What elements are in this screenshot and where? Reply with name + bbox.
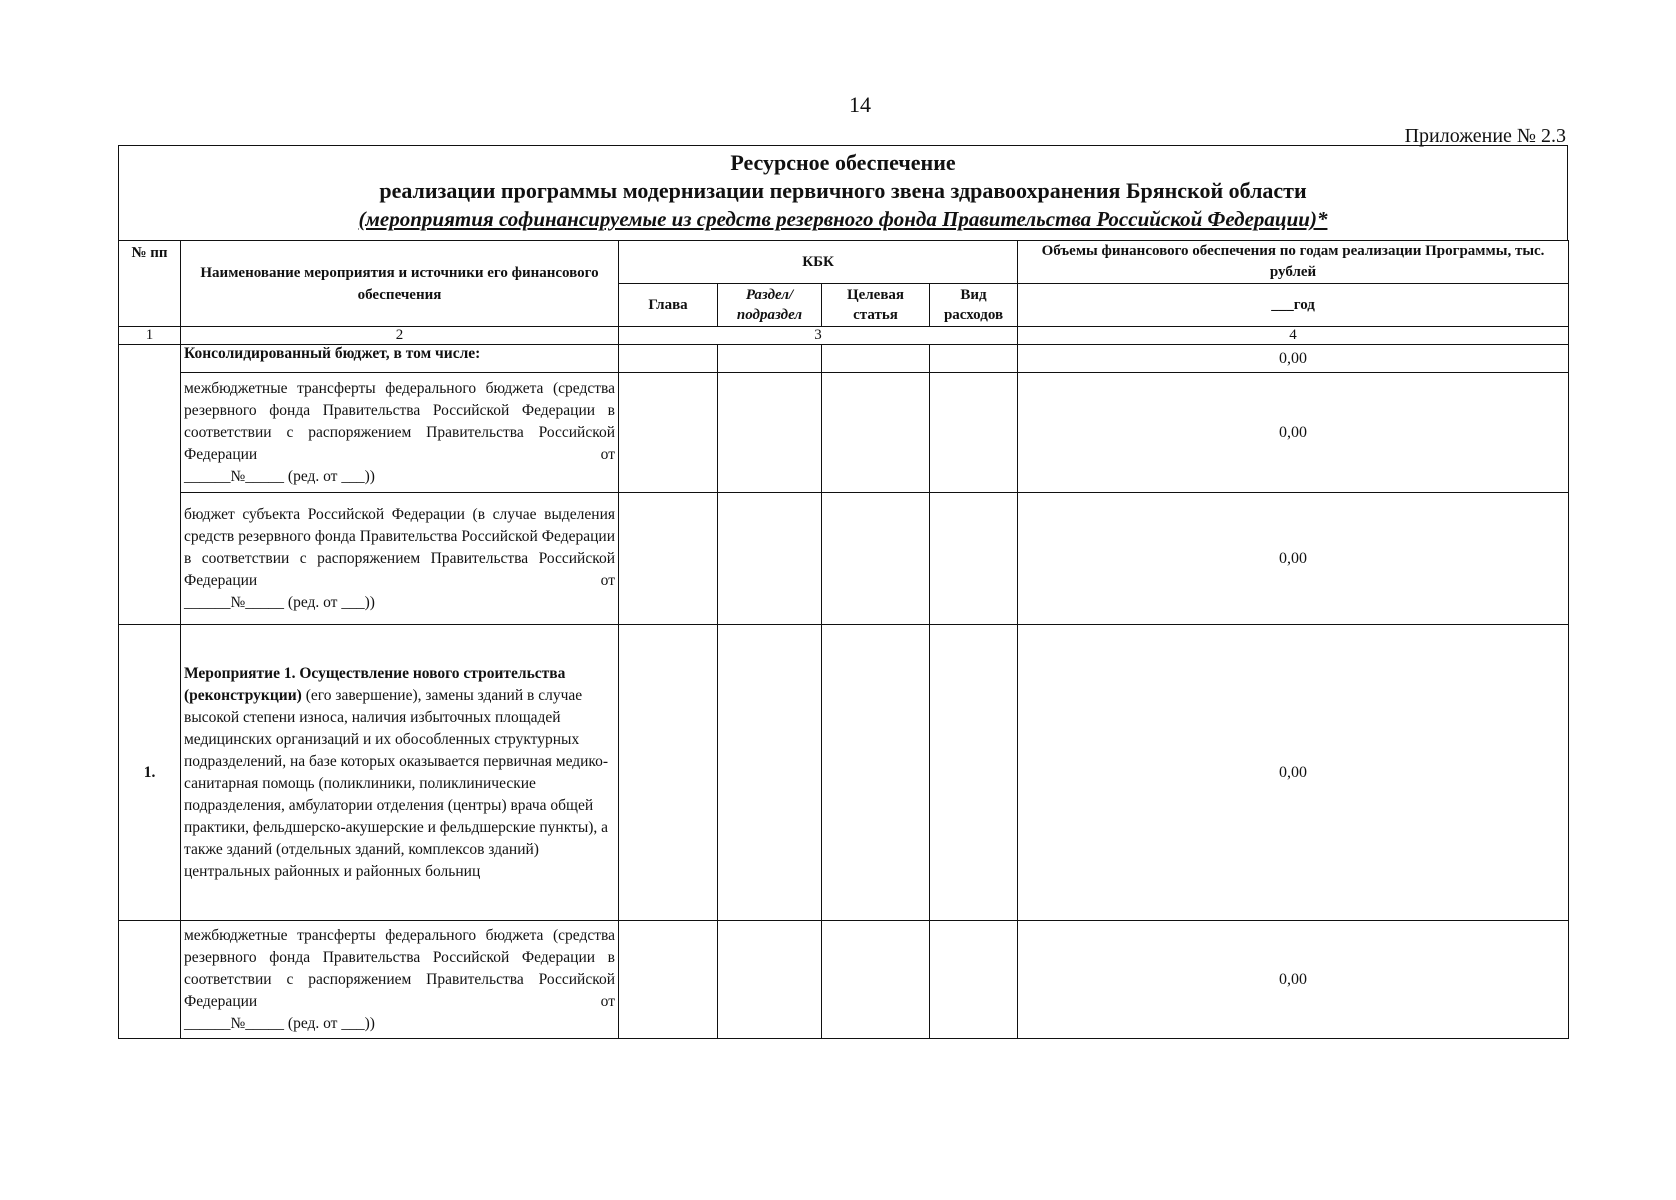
header-year: ___год bbox=[1018, 284, 1569, 327]
resource-table bbox=[118, 240, 1569, 1039]
col-number: 3 bbox=[619, 327, 1018, 345]
header-kbk: КБК bbox=[619, 241, 1018, 284]
title-line-3: (мероприятия софинансируемые из средств резервного фонда Правительства Российской Федерации)* bbox=[358, 207, 1328, 231]
header-row-1 bbox=[119, 241, 1569, 284]
row-name: межбюджетные трансферты федерального бюджета (средства резервного фонда Правительства Российской Федерации в соответствии с распоряжением Правительства Российской Федерации от ______№_____ (ред. от ___)) bbox=[181, 373, 619, 493]
row-value: 0,00 bbox=[1018, 373, 1569, 493]
header-pp: № пп bbox=[119, 241, 181, 327]
table-row bbox=[119, 373, 1569, 493]
header-vid: Вид расходов bbox=[930, 284, 1018, 327]
row-value: 0,00 bbox=[1018, 345, 1569, 373]
col-number: 1 bbox=[119, 327, 181, 345]
row-pp: 1. bbox=[119, 625, 181, 921]
row-pp bbox=[119, 921, 181, 1039]
row-name: бюджет субъекта Российской Федерации (в случае выделения средств резервного фонда Правительства Российской Федерации в соответствии с распоряжением Правительства Российской Федерации от ______№_____ (ред. от ___)) bbox=[181, 493, 619, 625]
col-number: 2 bbox=[181, 327, 619, 345]
header-name: Наименование мероприятия и источники его финансового обеспечения bbox=[181, 241, 619, 327]
column-numbers-row bbox=[119, 327, 1569, 345]
row-name: Консолидированный бюджет, в том числе: bbox=[181, 345, 619, 373]
header-volumes: Объемы финансового обеспечения по годам реализации Программы, тыс. рублей bbox=[1018, 241, 1569, 284]
appendix-label: Приложение № 2.3 bbox=[1404, 125, 1566, 147]
row-name: межбюджетные трансферты федерального бюджета (средства резервного фонда Правительства Российской Федерации в соответствии с распоряжением Правительства Российской Федерации от ______№_____ (ред. от ___)) bbox=[181, 921, 619, 1039]
title-line-2: реализации программы модернизации первичного звена здравоохранения Брянской области bbox=[379, 178, 1307, 203]
title-line-1: Ресурсное обеспечение bbox=[730, 150, 956, 175]
title-block bbox=[118, 145, 1568, 240]
header-tselevaya: Целевая статья bbox=[822, 284, 930, 327]
row-value: 0,00 bbox=[1018, 921, 1569, 1039]
row-name: Мероприятие 1. Осуществление нового строительства (реконструкции) (его завершение), замены зданий в случае высокой степени износа, наличия избыточных площадей медицинских организаций и их обособленных структурных подразделений, на базе которых оказывается первичная медико-санитарная помощь (поликлиники, поликлинические подразделения, амбулатории отделения (центры) врача общей практики, фельдшерско-акушерские и фельдшерские пункты), а также зданий (отдельных зданий, комплексов зданий) центральных районных и районных больниц bbox=[181, 625, 619, 921]
row-value: 0,00 bbox=[1018, 493, 1569, 625]
col-number: 4 bbox=[1018, 327, 1569, 345]
header-glava: Глава bbox=[619, 284, 718, 327]
table-row bbox=[119, 921, 1569, 1039]
header-razdel: Раздел/ подраздел bbox=[718, 284, 822, 327]
page-number: 14 bbox=[849, 92, 871, 117]
row-value: 0,00 bbox=[1018, 625, 1569, 921]
table-row bbox=[119, 625, 1569, 921]
table-row bbox=[119, 493, 1569, 625]
table-row bbox=[119, 345, 1569, 373]
row-pp bbox=[119, 345, 181, 625]
